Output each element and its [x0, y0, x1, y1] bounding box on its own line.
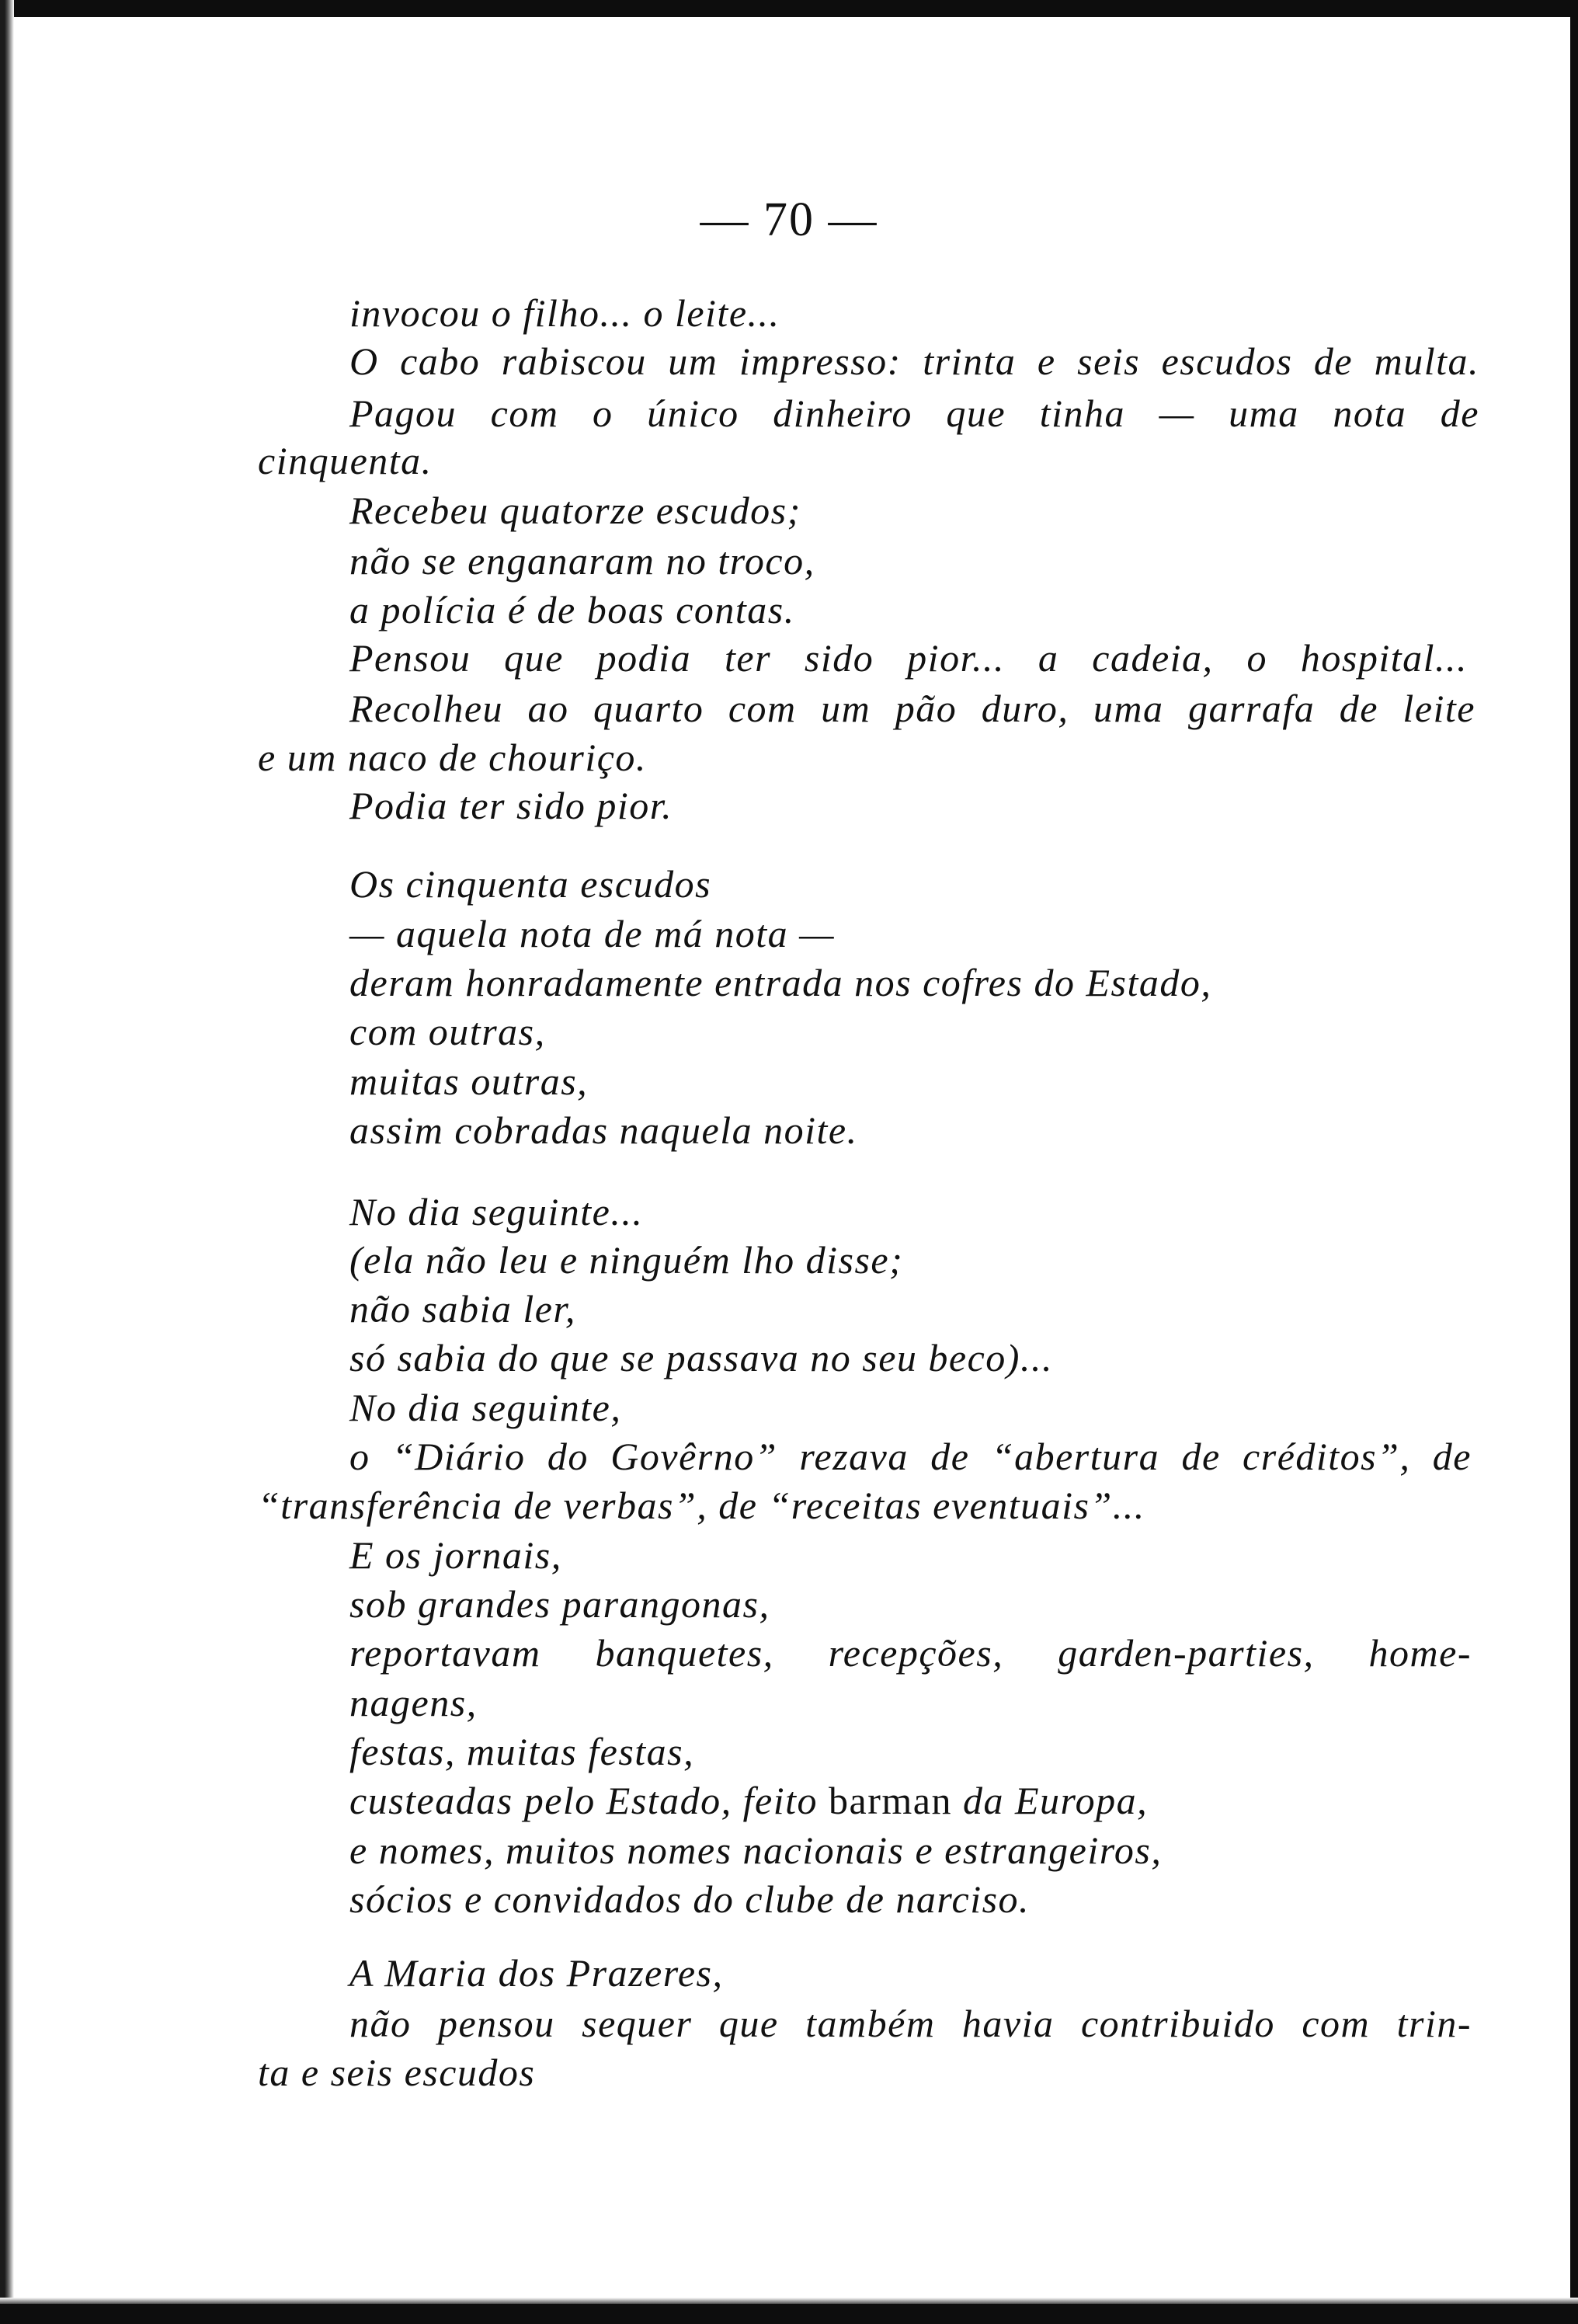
poem-line: e nomes, muitos nomes nacionais e estrangeiros, [349, 1828, 1163, 1872]
poem-line: “transferência de verbas”, de “receitas eventuais”... [258, 1484, 1145, 1527]
poem-line: A Maria dos Prazeres, [349, 1951, 724, 1995]
poem-line: Podia ter sido pior. [349, 784, 673, 827]
poem-line: Recolheu ao quarto com um pão duro, uma garrafa de leite [349, 687, 1475, 730]
poem-line: Recebeu quatorze escudos; [349, 489, 801, 532]
poem-line: O cabo rabiscou um impresso: trinta e seis escudos de multa. [349, 339, 1479, 383]
poem-line: cinquenta. [258, 439, 433, 482]
poem-line: No dia seguinte... [349, 1190, 644, 1233]
poem-line: com outras, [349, 1010, 546, 1053]
poem-line: Pagou com o único dinheiro que tinha — uma nota de [349, 391, 1479, 435]
poem-line: reportavam banquetes, recepções, garden-parties, home- [349, 1631, 1472, 1675]
poem-line: invocou o filho... o leite... [349, 291, 780, 335]
poem-line: Os cinquenta escudos [349, 862, 712, 906]
poem-line: E os jornais, [349, 1533, 562, 1577]
poem-line: o “Diário do Govêrno” rezava de “abertura de créditos”, de [349, 1435, 1472, 1478]
poem-line-segment: custeadas pelo Estado, feito [349, 1779, 819, 1822]
poem-line: No dia seguinte, [349, 1386, 622, 1429]
page-number: — 70 — [700, 193, 878, 246]
poem-line: a polícia é de boas contas. [349, 588, 795, 631]
poem-line: não sabia ler, [349, 1287, 576, 1331]
poem-line-segment-roman: barman [829, 1779, 952, 1822]
poem-line: muitas outras, [349, 1059, 589, 1103]
poem-line: e um naco de chouriço. [258, 736, 647, 779]
poem-line: nagens, [349, 1681, 478, 1724]
poem-line: só sabia do que se passava no seu beco)... [349, 1336, 1053, 1379]
poem-line: festas, muitas festas, [349, 1730, 695, 1773]
poem-line: sob grandes parangonas, [349, 1582, 770, 1626]
poem-line: não se enganaram no troco, [349, 539, 815, 583]
poem-line: não pensou sequer que também havia contribuido com trin- [349, 2002, 1472, 2045]
poem-line: deram honradamente entrada nos cofres do Estado, [349, 961, 1212, 1004]
poem-line: Pensou que podia ter sido pior... a cadeia, o hospital... [349, 636, 1468, 680]
poem-line-segment: da Europa, [962, 1779, 1149, 1822]
poem-line: ta e seis escudos [258, 2051, 536, 2094]
poem-line: sócios e convidados do clube de narciso. [349, 1877, 1031, 1921]
poem-line: (ela não leu e ninguém lho disse; [349, 1238, 904, 1282]
poem-line: — aquela nota de má nota — [349, 912, 836, 955]
poem-line: assim cobradas naquela noite. [349, 1108, 858, 1152]
poem-line [349, 1781, 1148, 1820]
